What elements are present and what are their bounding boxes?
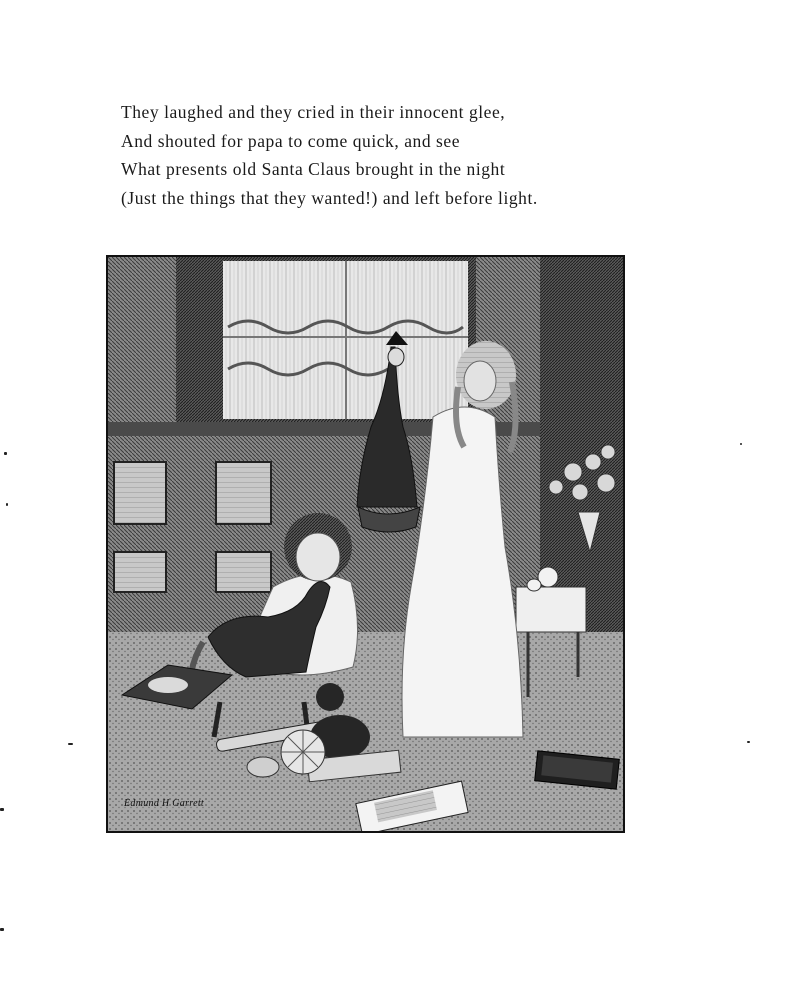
margin-speck (4, 452, 7, 455)
poem-line: They laughed and they cried in their innocent glee, (121, 102, 506, 122)
poem-line: What presents old Santa Claus brought in the night (121, 159, 506, 179)
poem-line: (Just the things that they wanted!) and left before light. (121, 187, 538, 208)
margin-speck (0, 808, 4, 811)
margin-speck (6, 503, 8, 506)
margin-speck (68, 743, 73, 745)
poem-stanza (121, 98, 641, 212)
margin-speck (747, 741, 750, 743)
engraving-illustration (106, 255, 625, 833)
margin-speck (0, 928, 4, 931)
christmas-morning-engraving (108, 257, 623, 831)
artist-signature: Edmund H Garrett (124, 798, 204, 809)
margin-speck (740, 443, 742, 445)
poem-line: And shouted for papa to come quick, and see (121, 130, 461, 151)
